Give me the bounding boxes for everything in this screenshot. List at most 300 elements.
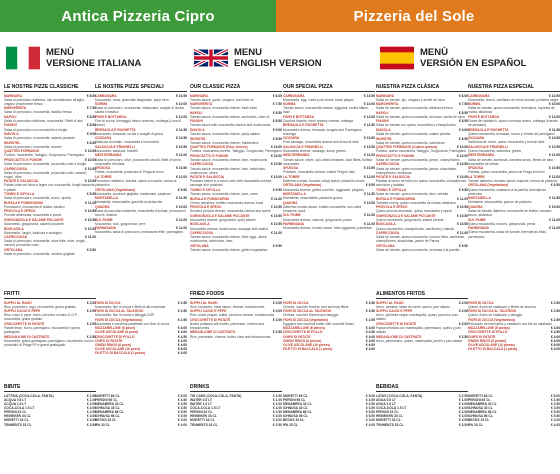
item-name: ACQUA 0.5 LT bbox=[4, 397, 27, 402]
item-description: Tomato sauce, mozzarella cheese, tuna, onion bbox=[190, 192, 258, 197]
item-price: € 9.00 bbox=[272, 127, 282, 132]
item-price: € 3.50 bbox=[550, 405, 560, 410]
item-price: € 11.00 bbox=[176, 217, 187, 222]
item-price: € 11.50 bbox=[176, 127, 187, 132]
item-price: € 3.00 bbox=[86, 418, 96, 423]
menu-column bbox=[283, 383, 375, 427]
section-title bbox=[468, 291, 560, 299]
item-price: € 8.50 bbox=[458, 110, 468, 115]
item-name: SUPPLÌ CACIO E PEPE bbox=[190, 309, 227, 314]
item-name: BUFALA E POMODORINI bbox=[190, 196, 229, 201]
menu-column bbox=[95, 383, 187, 427]
item-price: € 11.00 bbox=[271, 196, 282, 201]
item-price: € 2.50 bbox=[365, 317, 375, 322]
item-description: Queso mozzarella, salsa de tomate, berenjenas fritas, parmesano bbox=[468, 230, 547, 239]
item-price: € 8.50 bbox=[272, 136, 282, 141]
item-description: Mozzarella, fiori di zucca e filetti di alici marinate bbox=[95, 304, 166, 309]
item-name: CAPRICCIOSA bbox=[376, 162, 400, 167]
item-price: € 10.00 bbox=[549, 204, 560, 209]
item-description: Fontina, queso mozzarella, Taleggio, Gorgonzola, Parmigiano bbox=[376, 149, 467, 154]
section-title: NUESTRA PIZZA ESPECIAL bbox=[468, 84, 560, 92]
item-name: CROCCHETTE DI POLLO bbox=[95, 334, 135, 339]
item-price: € 2.50 bbox=[550, 317, 560, 322]
item-price: € 10.50 bbox=[271, 222, 282, 227]
item-price: € 2.50 bbox=[86, 393, 96, 398]
menu-item bbox=[468, 347, 560, 351]
item-name: NORMA bbox=[283, 102, 296, 107]
item-description: Rice, parmesan, cheese, butter, ham and breadcrumbs bbox=[190, 334, 271, 339]
item-name: SUL FIUME bbox=[283, 213, 301, 218]
item-name: WATER 1.5 LT bbox=[190, 401, 212, 406]
item-price: € 1.00 bbox=[86, 397, 96, 402]
item-name: CROCCHETTE DI PATATE bbox=[376, 321, 417, 326]
item-name: FIORI DI ZUCCA bbox=[95, 300, 121, 305]
item-price: € 4.00 bbox=[365, 334, 375, 339]
item-description: Salsa di pomodoro, olive, pomodorini secchi, filetti di tonno, mozzarella di bufala bbox=[95, 157, 182, 166]
item-name: MENABREA 33 CL bbox=[95, 401, 124, 406]
item-price: € 4.00 bbox=[365, 422, 375, 427]
item-price: € 2.50 bbox=[458, 334, 468, 339]
item-price: € 4.00 bbox=[550, 326, 560, 331]
item-price: € 11.00 bbox=[85, 200, 96, 205]
item-price: € 2.00 bbox=[458, 321, 468, 326]
item-name: DIAVOLA bbox=[4, 132, 19, 137]
item-description: Salsa di pomodoro, mozzarella, basilico fresco bbox=[4, 110, 72, 115]
item-description: Tomato sauce, mozzarella cheese, fried eggs, olives, mushrooms, artichokes, ham bbox=[190, 235, 268, 244]
menu-column bbox=[95, 290, 187, 355]
lang-title-line1: MENÙ bbox=[46, 47, 74, 58]
section-title: OUR SPECIAL PIZZA bbox=[283, 84, 375, 92]
item-price: € 10.50 bbox=[176, 136, 187, 141]
menu-column bbox=[376, 83, 468, 252]
italy-flag-icon bbox=[6, 46, 40, 70]
item-name: MARGHERITA bbox=[4, 106, 27, 111]
item-description: Salsa de tomate, queso mozzarella, jamón, champiñones bbox=[376, 157, 460, 162]
item-description: Salsa de tomate, queso mozzarella, atún, cebolla bbox=[376, 192, 449, 197]
item-description: Patatas al horno de leña con queso mozzarella, champiñones salchicha y patatas bbox=[376, 179, 467, 188]
item-name: MOZZARELLINE (6 piezas) bbox=[468, 326, 510, 331]
item-price: € 6.00 bbox=[365, 342, 375, 347]
item-description: Tomato sauce, mozzarella cheese, spicy salami bbox=[190, 132, 260, 137]
item-name: BECKS 33 CL bbox=[468, 418, 490, 423]
item-price: € 5.00 bbox=[365, 393, 375, 398]
item-description: Mozzarella e zucchine pastellate con fiore di zucca bbox=[95, 321, 170, 326]
item-name: OLIVE ASCOLANE (10 piezas) bbox=[468, 342, 515, 347]
item-description: Arroz, tomates, salsa de carne, queso, pan rallado bbox=[376, 304, 450, 309]
section-title: FRITTI bbox=[4, 291, 96, 299]
item-price: € 3.50 bbox=[365, 405, 375, 410]
item-name: BOSCAIOLA bbox=[190, 222, 210, 227]
item-price: € 3.50 bbox=[365, 401, 375, 406]
item-description: Mozzarella, bresaola, rucola e scaglie di grana bbox=[95, 131, 163, 136]
item-description: Arroz, parmesano, queso, mantequilla, jamón y pan rallado bbox=[376, 338, 463, 343]
item-price: € 4.00 bbox=[458, 405, 468, 410]
item-price: € 9.50 bbox=[550, 183, 560, 188]
item-name: COCA-COLA 1.5 LT bbox=[4, 405, 35, 410]
item-name: BRESAOLA E RUGHETTA bbox=[283, 123, 324, 128]
item-description: Salsa di pomodoro, mozzarella, uova fritte, olive, funghi, carciofi, prosciutto cotto bbox=[4, 239, 86, 248]
item-description: Cheese, zucchini flowers and taleggio bbox=[283, 313, 339, 318]
item-price: € 2.00 bbox=[458, 309, 468, 314]
menu-column bbox=[468, 83, 560, 239]
item-price: € 11.50 bbox=[549, 127, 560, 132]
item-name: MOZZARELLINE (6 pieces) bbox=[283, 326, 325, 331]
item-price: € 8.50 bbox=[458, 119, 468, 124]
item-name: SFIZIOSA bbox=[283, 166, 299, 171]
item-description: Tomato sauce, olives, sun-dried tomatoes, tuna fillets, buffalo mozzarella bbox=[283, 157, 373, 166]
item-price: € 10.00 bbox=[271, 153, 282, 158]
item-price: € 3.50 bbox=[177, 401, 187, 406]
item-price: € 11.00 bbox=[457, 196, 468, 201]
item-price: € 5.50 bbox=[550, 410, 560, 415]
menu-column bbox=[468, 290, 560, 351]
item-name: MENABREA 66 CL bbox=[95, 410, 124, 415]
item-description: Pork sausage, mozzarella cheese and broccoli rabe bbox=[283, 140, 359, 145]
item-price: € 4.50 bbox=[365, 397, 375, 402]
item-price: € 3.00 bbox=[86, 414, 96, 419]
drink-item bbox=[4, 423, 96, 427]
item-name: NAPOLI bbox=[4, 114, 17, 119]
item-price: € 10.50 bbox=[176, 166, 187, 171]
item-description: Tomato sauce, mozzarella cheese, ham, artichokes, mushrooms, olives bbox=[190, 166, 266, 175]
item-price: € 4.00 bbox=[177, 338, 187, 343]
item-price: € 4.50 bbox=[550, 330, 560, 335]
item-name: MORETTI 66 CL bbox=[468, 393, 493, 398]
drink-item bbox=[190, 423, 282, 427]
item-price: € 7.50 bbox=[272, 102, 282, 107]
item-price: € 12.00 bbox=[176, 174, 187, 179]
item-description: Tomato sauce, mozzarella cheese, grilled vegetables bbox=[190, 247, 268, 252]
item-name: MORTADELLA bbox=[283, 192, 306, 197]
item-description: Queso, flores de calabacín y taleggio bbox=[468, 313, 523, 318]
item-price: € 9.50 bbox=[458, 243, 468, 248]
item-price: € 8.50 bbox=[272, 110, 282, 115]
item-price: € 3.00 bbox=[550, 418, 560, 423]
item-name: QUADRA bbox=[95, 204, 110, 209]
item-name: MENABREA 33 CL bbox=[283, 401, 312, 406]
section-title: BEBIDAS bbox=[376, 384, 468, 392]
item-name: SUPPLÌ AL RAGÙ bbox=[4, 300, 32, 305]
item-name: HEINEKEN 33 CL bbox=[4, 414, 31, 419]
item-description: Tomato sauce, garlic, oregano, and olive oil bbox=[190, 97, 254, 102]
item-price: € 2.50 bbox=[365, 309, 375, 314]
item-name: CARBONARA bbox=[468, 93, 490, 98]
item-name: GORGONZOLA E SALAME PICCANTE bbox=[190, 213, 250, 218]
item-name: OLIVE ASCOLANE (6 pezzi) bbox=[95, 330, 139, 335]
item-description: Mortadella, stracciatella, granella di pistacchio bbox=[95, 200, 163, 205]
item-name: PATATE E SALSICCIA bbox=[190, 175, 225, 180]
item-price: € 2.50 bbox=[458, 393, 468, 398]
item-price: € 12.00 bbox=[176, 114, 187, 119]
item-description: Mozzarella cheese, bresaola, arugula and Parmigiano shavings bbox=[283, 127, 362, 136]
item-price: € 2.00 bbox=[458, 401, 468, 406]
menu-column bbox=[4, 83, 96, 256]
item-price: € 2.50 bbox=[272, 393, 282, 398]
item-name: SUPPLÌ CACIO E PEPE bbox=[4, 309, 41, 314]
item-name: ICHNUSA 33 CL bbox=[468, 405, 493, 410]
item-price: € 4.50 bbox=[550, 397, 560, 402]
item-description: Mozzarella cheese, grilled zucchini, eggplants, peppers bbox=[283, 187, 364, 192]
item-price: € 8.50 bbox=[458, 136, 468, 141]
item-price: € 11.00 bbox=[364, 222, 375, 227]
menu-column bbox=[95, 83, 187, 235]
item-description: Salchicha de cerdo, queso mozzarella y brócoli rabe bbox=[468, 140, 545, 145]
lang-title-line1: MENÙ bbox=[420, 47, 448, 58]
item-price: € 2.50 bbox=[177, 309, 187, 314]
item-price: € 4.00 bbox=[177, 422, 187, 427]
item-description: Mozzarella cheese, tomato sauce, fried eggplants, parmesan bbox=[283, 226, 373, 231]
item-name: DIAVOLA bbox=[190, 127, 205, 132]
item-price: € 10.50 bbox=[457, 205, 468, 210]
item-name: MEDAGLIONE DI CASTRATO bbox=[376, 334, 422, 339]
item-name: TENNENTS 33 CL bbox=[4, 422, 32, 427]
item-description: Queso mozzarella, calabacín a la parrilla, berenjenas, pimientos bbox=[468, 187, 547, 196]
item-name: MENABREA 66 CL bbox=[283, 410, 312, 415]
item-name: QUATTRO FORMAGGI bbox=[4, 149, 40, 154]
item-price: € 10.50 bbox=[457, 162, 468, 167]
item-price: € 10.00 bbox=[457, 153, 468, 158]
item-name: PATATE E SALSICCIA bbox=[4, 179, 39, 184]
menu-column bbox=[190, 383, 282, 427]
item-price: € 10.00 bbox=[364, 200, 375, 205]
item-price: € 11.00 bbox=[271, 230, 282, 235]
item-price: € 10.00 bbox=[457, 145, 468, 150]
item-description: Cherry tomatoes, buffalo mozzarella cheese, basil bbox=[190, 200, 264, 205]
item-price: € 10.50 bbox=[85, 217, 96, 222]
item-description: Riso, pomodoro, ragù, mozzarella, grana grattato bbox=[4, 304, 76, 309]
item-name: QUADRA bbox=[283, 200, 298, 205]
item-description: Salsiccia di maiale, mozzarella e broccoletti bbox=[95, 140, 159, 145]
item-name: GORGONZOLA E SALAME PICCANTE bbox=[376, 213, 436, 218]
item-name: FIORI DI ZUCCA bbox=[468, 300, 494, 305]
banner-right bbox=[276, 0, 552, 32]
restaurant-name-left: Antica Pizzeria Cipro bbox=[61, 7, 215, 25]
item-name: FIORI E BOTTARGA bbox=[95, 114, 127, 119]
item-price: € 10.50 bbox=[176, 144, 187, 149]
item-description: Queso mozzarella, nueces, gorgonzola, peras bbox=[468, 221, 536, 226]
item-name: MOZZARELLINE (6 pezzi) bbox=[95, 326, 135, 331]
uk-flag-icon bbox=[194, 46, 228, 70]
item-name: SFIZIOSA bbox=[95, 166, 111, 171]
item-description: Fiori di zucca, formaggio fresco cremoso, bottarga (Luna di pesce) bbox=[95, 119, 182, 128]
item-price: € 2.50 bbox=[365, 300, 375, 305]
item-name: PROVOLA E SPECK bbox=[190, 205, 222, 210]
item-description: Mozzarella, noci, gorgonzola, pere bbox=[95, 221, 146, 226]
item-price: € 8.50 bbox=[86, 140, 96, 145]
item-description: Mozzarella, gorgonzola, salame piccante bbox=[4, 222, 64, 227]
item-name: CROCCHETTE DI POLLO bbox=[283, 330, 323, 335]
item-name: PERONI 33 CL bbox=[4, 410, 27, 415]
item-name: FUNGHI bbox=[4, 123, 17, 128]
item-description: Zucchini flowers, fresh creamy cheese, bottarga bbox=[283, 119, 353, 124]
item-name: ORTOLANA bbox=[376, 243, 395, 248]
item-name: FUNGHI bbox=[376, 119, 389, 124]
item-name: TONNO E CIPOLLA bbox=[190, 187, 221, 192]
item-description: Tomato sauce with mozzarella cheese and mushrooms bbox=[190, 123, 271, 128]
item-price: € 11.00 bbox=[549, 217, 560, 222]
item-price: € 10.00 bbox=[271, 145, 282, 150]
item-price: € 2.00 bbox=[86, 401, 96, 406]
item-price: € 11.50 bbox=[176, 196, 187, 201]
item-name: BRESAOLA E RUGHETTA bbox=[95, 127, 136, 132]
section-title: OUR CLASSIC PIZZA bbox=[190, 84, 282, 92]
item-price: € 2.50 bbox=[550, 309, 560, 314]
item-description: Salsa de tomate con queso mozzarella y champiñones bbox=[376, 123, 456, 128]
item-name: FIORI DI ZUCCA AL TALEGGIO bbox=[95, 309, 144, 314]
item-description: Queso, flores de calabacín y filetes de anchoa bbox=[468, 304, 536, 309]
lang-title-line2: VERSIÓN EN ESPAÑOL bbox=[420, 58, 527, 69]
item-price: € 10.00 bbox=[85, 157, 96, 162]
item-name: SALSICCIA E FRIARIELLI bbox=[283, 144, 323, 149]
item-name: NAPOLI bbox=[376, 110, 389, 115]
item-price: € 3.50 bbox=[86, 422, 96, 427]
item-name: BECKS 33 CL bbox=[283, 418, 305, 423]
item-price: € 10.00 bbox=[271, 175, 282, 180]
item-price: € 3.00 bbox=[365, 418, 375, 423]
item-name: ICHNUSA 66 CL bbox=[95, 414, 120, 419]
item-name: LA TORRE bbox=[283, 174, 300, 179]
item-description: Mozzarella, huevo, carrillada de cerdo curada, pimienta negra bbox=[468, 97, 559, 102]
item-price: € 5.50 bbox=[365, 410, 375, 415]
item-name: LA TORRE bbox=[468, 174, 485, 179]
item-price: € 3.50 bbox=[458, 422, 468, 427]
item-price: € 10.50 bbox=[364, 136, 375, 141]
item-name: CHIPS DI PATATE bbox=[283, 334, 311, 339]
item-price: € 11.00 bbox=[176, 226, 187, 231]
item-name: FIORI DI ZUCCA AL TALEGGIO bbox=[283, 309, 332, 314]
item-price: € 6.00 bbox=[550, 342, 560, 347]
item-price: € 10.50 bbox=[85, 226, 96, 231]
section-title: DRINKS bbox=[190, 384, 282, 392]
item-name: PERONI 66 CL bbox=[95, 397, 118, 402]
item-name: CHIPS DI PATATE bbox=[468, 334, 496, 339]
item-name: ORTOLANA bbox=[190, 243, 209, 248]
item-name: CIOCIARA bbox=[468, 136, 485, 141]
item-name: HEINEKEN 33 CL bbox=[190, 414, 217, 419]
menu-column bbox=[283, 290, 375, 351]
item-price: € 12.00 bbox=[364, 174, 375, 179]
item-name: NAPOLI bbox=[190, 110, 203, 115]
item-name: IPA 33 CL bbox=[283, 422, 299, 427]
item-price: € 4.50 bbox=[177, 397, 187, 402]
item-name: FIORI DI ZUCCA (Vegetariano) bbox=[95, 317, 143, 322]
item-name: MEDITERRANEA bbox=[95, 153, 122, 158]
item-name: PERONI 33 CL bbox=[190, 410, 213, 415]
item-name: QUADRA bbox=[468, 204, 483, 209]
item-name: SUPPLÌ AL RAGÙ bbox=[376, 300, 404, 305]
item-price: € 3.50 bbox=[550, 401, 560, 406]
lang-header-italian bbox=[6, 38, 141, 78]
section-title bbox=[283, 291, 375, 299]
item-name: LATTINA (COCA-COLA, FANTA) bbox=[4, 393, 54, 398]
item-name: IPA 33 CL bbox=[95, 422, 111, 427]
item-name: TONNO E CIPOLLA bbox=[4, 192, 35, 197]
item-description: Salsa di pomodoro, mozzarella, wurstel bbox=[4, 144, 62, 149]
menu-column bbox=[4, 290, 96, 347]
item-price: € 2.50 bbox=[458, 410, 468, 415]
item-price: € 10.00 bbox=[85, 149, 96, 154]
item-name: ORTOLANA (Vegetariana) bbox=[468, 183, 509, 188]
section-title: BIBITE bbox=[4, 384, 96, 392]
item-price: € 1.00 bbox=[272, 397, 282, 402]
item-description: Tomato sauce, mozzarella cheese, ham, mushrooms bbox=[190, 157, 268, 162]
item-name: MEDAGLIONE DI CASTRATO bbox=[4, 334, 50, 339]
section-title bbox=[95, 291, 187, 299]
item-price: € 10.00 bbox=[364, 102, 375, 107]
item-name: MORETTI 33 CL bbox=[4, 418, 29, 423]
item-price: € 10.50 bbox=[549, 144, 560, 149]
lang-title-line2: ENGLISH VERSION bbox=[234, 58, 322, 69]
item-price: € 10.00 bbox=[176, 102, 187, 107]
menu-item bbox=[283, 347, 375, 351]
item-price: € 4.00 bbox=[365, 338, 375, 343]
item-name: FIORI DI ZUCCA (Vegetarian) bbox=[283, 317, 329, 322]
item-name: SFIZIOSA bbox=[468, 166, 484, 171]
item-name: MORETTI 33 CL bbox=[376, 418, 401, 423]
item-price: € 2.50 bbox=[177, 300, 187, 305]
item-description: Queso mozzarella, bresaola, rúcula y virutas de parmigiano bbox=[468, 131, 555, 136]
item-name: BOSCAIOLA bbox=[4, 226, 24, 231]
item-name: CAPRICCIOSA bbox=[190, 162, 214, 167]
item-description: Salsa de tomate, aceitunas, tomates secos, filetes de atún, mozzarella de búfala bbox=[468, 157, 555, 166]
item-price: € 7.50 bbox=[86, 106, 96, 111]
item-name: MARINARA bbox=[4, 93, 22, 98]
item-name: LATAS (COCA-COLA, FANTA) bbox=[376, 393, 423, 398]
item-name: FIORI E BOTTARGA bbox=[283, 114, 315, 119]
menu-column bbox=[376, 383, 468, 427]
restaurant-name-right: Pizzeria del Sole bbox=[353, 7, 475, 25]
item-name: PARMIGIANA bbox=[468, 226, 490, 231]
item-description: Boiled potatoes with butter, parmesan, cheese and breadcrumbs bbox=[190, 321, 265, 331]
lang-title-line1: MENU bbox=[234, 47, 262, 58]
item-description: Rebozado de berenjena y calabacín con flor de calabacín bbox=[468, 321, 553, 326]
item-description: Mozzarella cheese, gorgonzola, spicy salami bbox=[190, 217, 256, 222]
item-price: € 5.50 bbox=[177, 414, 187, 419]
item-description: Patate, mozzarella, prosciutto di Praga al forno bbox=[95, 170, 164, 175]
item-name: CAPRICCIOSA bbox=[4, 166, 28, 171]
item-name: WURSTEL bbox=[190, 136, 207, 141]
item-price: € 11.00 bbox=[176, 153, 187, 158]
item-name: CAPRICCIOSA bbox=[376, 230, 400, 235]
item-name: QUATTRO FORMAGGI (Four cheese) bbox=[190, 145, 248, 150]
item-price: € 6.00 bbox=[272, 93, 282, 98]
item-name: PERONI 66 CL bbox=[468, 397, 491, 402]
item-price: € 6.00 bbox=[177, 347, 187, 352]
item-description: Salsa de tomate, queso mozzarella, anchoas, aceite de oliva bbox=[376, 114, 465, 119]
item-name: MORETTI 66 CL bbox=[95, 393, 120, 398]
item-name: CARBONARA bbox=[283, 93, 305, 98]
item-name: ORTOLANA (Vegetarian) bbox=[283, 183, 322, 188]
item-description: Salsa di pomodoro, mozzarella, tonno, cipolla bbox=[4, 196, 71, 201]
item-name: ONION RINGS (6 pieces) bbox=[283, 338, 322, 343]
item-name: TIN CANS (COCA-COLA, FANTA) bbox=[190, 393, 242, 398]
item-price: € 11.00 bbox=[364, 213, 375, 218]
section-title: FRIED FOODS bbox=[190, 291, 282, 299]
item-price: € 9.50 bbox=[177, 187, 187, 192]
item-name: PATATE E SALSICCIA bbox=[376, 175, 411, 180]
item-description: Mozzarella, zucchine grigliate, melanzane, peperoni bbox=[95, 191, 171, 196]
item-price: € 9.50 bbox=[365, 183, 375, 188]
item-name: OLIVE ASCOLANE (10 pieces) bbox=[283, 342, 331, 347]
item-name: FILETTO DI BACCALÀ (1 piece) bbox=[283, 347, 333, 352]
item-price: € 4.00 bbox=[177, 351, 187, 356]
item-name: SUL FIUME bbox=[468, 217, 486, 222]
item-price: € 10.50 bbox=[364, 93, 375, 98]
item-price: € 2.50 bbox=[272, 330, 282, 335]
item-price: € 10.50 bbox=[364, 144, 375, 149]
item-price: € 10.50 bbox=[271, 213, 282, 218]
item-name: BECKS 33 CL bbox=[95, 418, 117, 423]
